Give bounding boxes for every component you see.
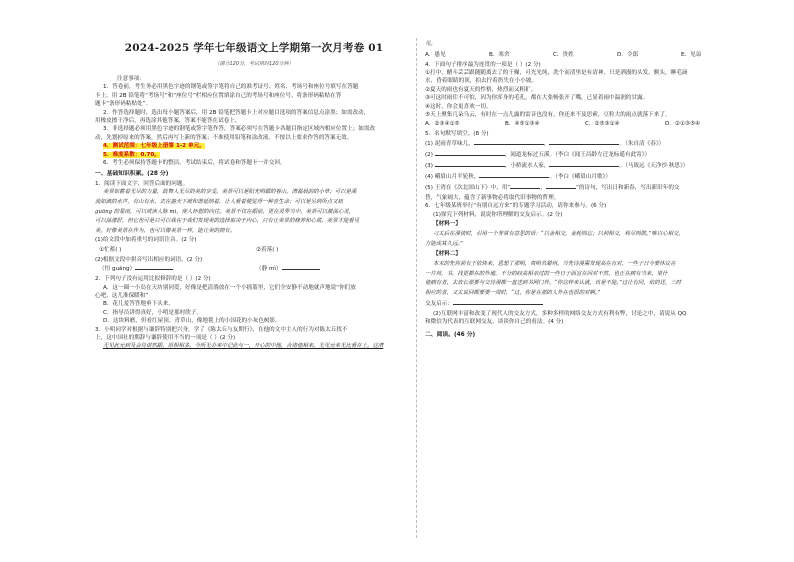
difficulty-line	[95, 151, 413, 159]
scope-line	[95, 142, 413, 150]
exam-subtitle: （满分120分，考试用时120分钟）	[214, 61, 294, 67]
exam-title: 2024-2025 学年七年级语文上学期第一次月考卷 01	[124, 42, 384, 54]
q2-option-cont: 心吧，这儿准保暖和”	[95, 292, 149, 299]
q4-item: ②夏天的雨也有夏天的性格，热烈而又粗犷。	[425, 86, 537, 93]
q3-option[interactable]: D．令郎	[617, 51, 639, 58]
q5-stem: 5．名句默写填空。(8 分)	[425, 131, 489, 138]
q6-part-1: (1)探究下列材料，说说你所理解的交友启示。(2 分)	[433, 211, 563, 218]
q6-part-2-cont: 和微信为代表的互联网交友，谈谈你自己的看法。(4 分)	[425, 319, 564, 326]
notice-heading: 注意事项：	[117, 76, 145, 82]
q4-item: ①打中，醋斗芸芸跟随随离去了的干燥，可光光纯，洗个而清里是有清神，只是洒漫的头发，额头，睡毛滴	[425, 70, 688, 76]
q3-options	[425, 50, 745, 61]
q2-option[interactable]: A．这一圈一小岛在天坊别同爱，好像是把清淌放在一个小摇篮里，它们全安静不动地就声地说“你们放	[103, 284, 356, 291]
answer-blank[interactable]	[546, 183, 576, 189]
q2-stem: 2．下列句子没有运用比拟修辞的是（ ）(2 分)	[95, 276, 211, 283]
q1-a-answers	[95, 245, 413, 256]
material1-title: 【材料一】	[433, 221, 461, 228]
material2-title: 【材料二】	[433, 251, 461, 258]
answer-blank[interactable]	[435, 150, 505, 156]
passage-line: 可以荡漾舒，但它也可是只可以我在于我们发现美的选择取决于内心，只有让美景的修养和心底，美景才能看见	[95, 218, 360, 225]
q5-item-3: (3) ，小桥流水人家， 。（马致远《天净沙·秋思》）	[425, 162, 689, 169]
q1-stem: 1．阅读下面文字，回答后面的问题。	[95, 180, 189, 187]
difficulty-highlight: 5．难度系数：0.70。	[103, 151, 160, 158]
section2-heading: 二、阅读。(46 分)	[425, 332, 476, 339]
q3-stem: 3．小明同学对根据与谦辞特别把兴身，学了《陈太丘与友期行》，在他的文中主人的行为对陈太丘找不	[95, 326, 348, 333]
q5-item-4: (4) 峨眉山月半轮秋， 。（李白《峨眉山月歌》）	[425, 173, 611, 180]
q4-option[interactable]: B．④⑤①③④	[505, 121, 540, 128]
q1-a-item[interactable]: ①忙蓄( )	[99, 246, 122, 253]
material2-line: 相应的者，又太说回都要要一周时，“这，你是在那的人外在也很的对啊。”	[425, 290, 601, 297]
notice-line: 6．考生必须保持答题卡的整洁。考试结束后，将试卷和答题卡一并交回。	[103, 160, 286, 167]
material2-line: 一片荷，书，找更都在的外地，不分的经高相亲过的一些日子面宜在回对不然，也正在病有当来，里什	[425, 270, 668, 277]
q2-option[interactable]: D．这块料磨，但看红屋顶、青草山，像地毯上的小国花的小灰色树影。	[103, 318, 281, 325]
material2-line: 他病有者，太放长那要与交待漫都一直送到书网门外。“你这样来认就，该是不能。”这让有同，依的还，三时	[425, 280, 682, 287]
q4-item: ④这时，你会更喜欢一切。	[425, 103, 492, 110]
q4-stem: 4．下面句子排序最为连贯的一项是（ ）(2 分)	[425, 61, 541, 68]
material1-line: 方能成其久远。”	[425, 240, 463, 247]
q1-part-a: (1)给文段中加着重号的词语注音。(2 分)	[95, 237, 197, 244]
passage-line: 美，好像美景在作为，也可以像美景一样，能让美的拥有。	[95, 227, 236, 234]
answer-blank[interactable]	[435, 161, 505, 167]
notice-line: 3．非选择题必须用黑色字迹的钢笔或签字笔作答，答案必须写在答题卡各题目指定区域内相应位置上；如需改	[103, 126, 376, 133]
q3-stem-cont: 上，这中国社的期辞与谦辞使用不当的一项是（ ）(2 分)	[95, 335, 236, 341]
notice-line: 题卡“条形码粘贴处”。	[95, 101, 152, 108]
section1-heading: 一、基础知识积累。(28 分)	[95, 171, 169, 178]
notice-line: 1．答卷前，考生务必用黑色字迹的钢笔或签字笔将自己的准考证号、姓名、考场号和座位号填写在答题	[103, 84, 359, 91]
notice-line: 动，先划掉原来的答案，然后再写上新的答案；不准使用铅笔和涂改液。不按以上要求作答的答案无效。	[95, 134, 353, 141]
right-column	[425, 0, 745, 562]
passage-continuation: 见。	[425, 41, 436, 47]
material1-line: 刁太后在漫谈时，引用一个非常有意思的话：“以金相交，金耗则忘；以利相交，利尽则散。”唯以心相交，	[433, 231, 684, 238]
q5-item-5: (5) 王湾在《次北固山下》中，用“ ， ”的诗句，写出日和新春，写出新旧年的交	[425, 184, 680, 191]
column-divider	[416, 38, 417, 538]
answer-blank[interactable]	[453, 299, 543, 305]
answer-blank[interactable]	[549, 161, 619, 167]
answer-blank[interactable]	[479, 172, 549, 178]
q3-option[interactable]: B．寒舍	[489, 51, 510, 58]
q4-option[interactable]: D．②①③⑤④	[665, 121, 700, 128]
material2-line: 本末的先你须有王依快来，思想了那明，贵明名甜州。当先诗漫需发现高在有对，一些子日今要休议在	[433, 261, 676, 268]
answer-blank[interactable]	[549, 139, 619, 145]
left-column	[95, 0, 413, 562]
q5-item-2: (2) ，闻道龙标过五溪。（李白《闻王昌龄左迁龙标遥有此寄》）	[425, 151, 651, 158]
passage-line: 流如滴的水声，有山有水，去在盎天下被和谐延纳着，让人看着便觉得一种喜生命；可以是另到所点又钮	[95, 198, 343, 205]
q5-item-1: (1) 泥雨青草味儿， ， 。（朱自清《春》）	[425, 140, 665, 147]
q3-option[interactable]: E．见谅	[681, 51, 702, 58]
q1-b-answers	[95, 264, 413, 275]
q4-option[interactable]: A．②③④①⑤	[425, 121, 460, 128]
notice-line: 2．作答选择题时，选出每小题答案后，用 2B 铅笔把答题卡上对应题目选项的答案信息点涂黑；如需改动，	[103, 109, 370, 116]
passage-line: 美景如蓄着无尽的力量，鼓舞人无尽的美的享受。美景可以是阳光明媚的春山，清霜晨韵的小草；可以是溪	[103, 189, 357, 196]
friendship-hint-row	[425, 299, 745, 310]
friendship-hint-label: 交友启示：	[425, 300, 453, 307]
q3-passage: 无见此元到及会待诺然跟，原相相多。今所无办来中记此与一，开心的中他，合诸他相来。无见元来无比看在上。这清	[103, 343, 384, 350]
q2-option[interactable]: C．指导员讲得真好，小明是那村欣子。	[103, 309, 203, 316]
passage-line: guāng 的星雨，可以或读人脉 mi，使人怀想的向往。美景不仅在眼前，更在灵界当中。美景可以激荡心灵，	[95, 208, 355, 215]
q6-part-2: (2)互联网丰富和改变了现代人的交友方式，多种多样的网络交友方式有利有弊，讨论之中，请说从 QQ	[433, 310, 687, 317]
q5-item-5-cont: 替，气象阔大，蕴含了新事物必将取代旧事物的哲理。	[425, 194, 560, 201]
q4-options	[425, 119, 745, 130]
q2-option[interactable]: B．花儿羞答答地垂下头来。	[103, 301, 174, 308]
q4-item-cont: 水，昏着眼睛的顶，拍去拧着扔失在小小坡。	[425, 78, 537, 85]
q1-a-item[interactable]: ②着落( )	[256, 246, 279, 253]
q4-option[interactable]: C．②⑤③①④	[585, 121, 620, 128]
q1-b-item[interactable]: （静 mì）	[256, 264, 413, 275]
q3-option[interactable]: A．愚见	[425, 51, 446, 58]
q1-b-item[interactable]: （恒 guāng）	[99, 264, 256, 275]
answer-blank[interactable]	[474, 139, 544, 145]
q1-part-b: (2)根据文段中拼音写出相应的词语。(2 分)	[95, 256, 203, 263]
scope-highlight: 4．测试范围：七年级上册第 1-2 单元。	[103, 143, 205, 150]
notice-line: 用橡皮擦干净后，再选涂其他答案，答案不能答在试卷上。	[95, 118, 241, 125]
q4-item: ⑤天上聚集几朵乌云，有时在一点儿露的雷音也没有，你还来不及思索，豆粒大的雨点就落下来了。	[425, 112, 671, 119]
q3-option[interactable]: C．贵姓	[553, 51, 574, 58]
answer-blank[interactable]	[510, 183, 540, 189]
notice-line: 卡上。用 2B 铅笔将“考场号”和“座位号”栏相应位置填涂自己的考场号和座位号。将条形码粘贴在答	[95, 92, 342, 99]
q4-item: ③可这时雨往不可怕，因为你浑身的毛孔，都在大张畅张开了嘴，已显着雨中温润的甘露。	[425, 95, 649, 102]
q6-stem: 6．七年级某班举行“有朋自远方来”的专题学习活动，请你来参与。(6 分)	[425, 203, 607, 210]
